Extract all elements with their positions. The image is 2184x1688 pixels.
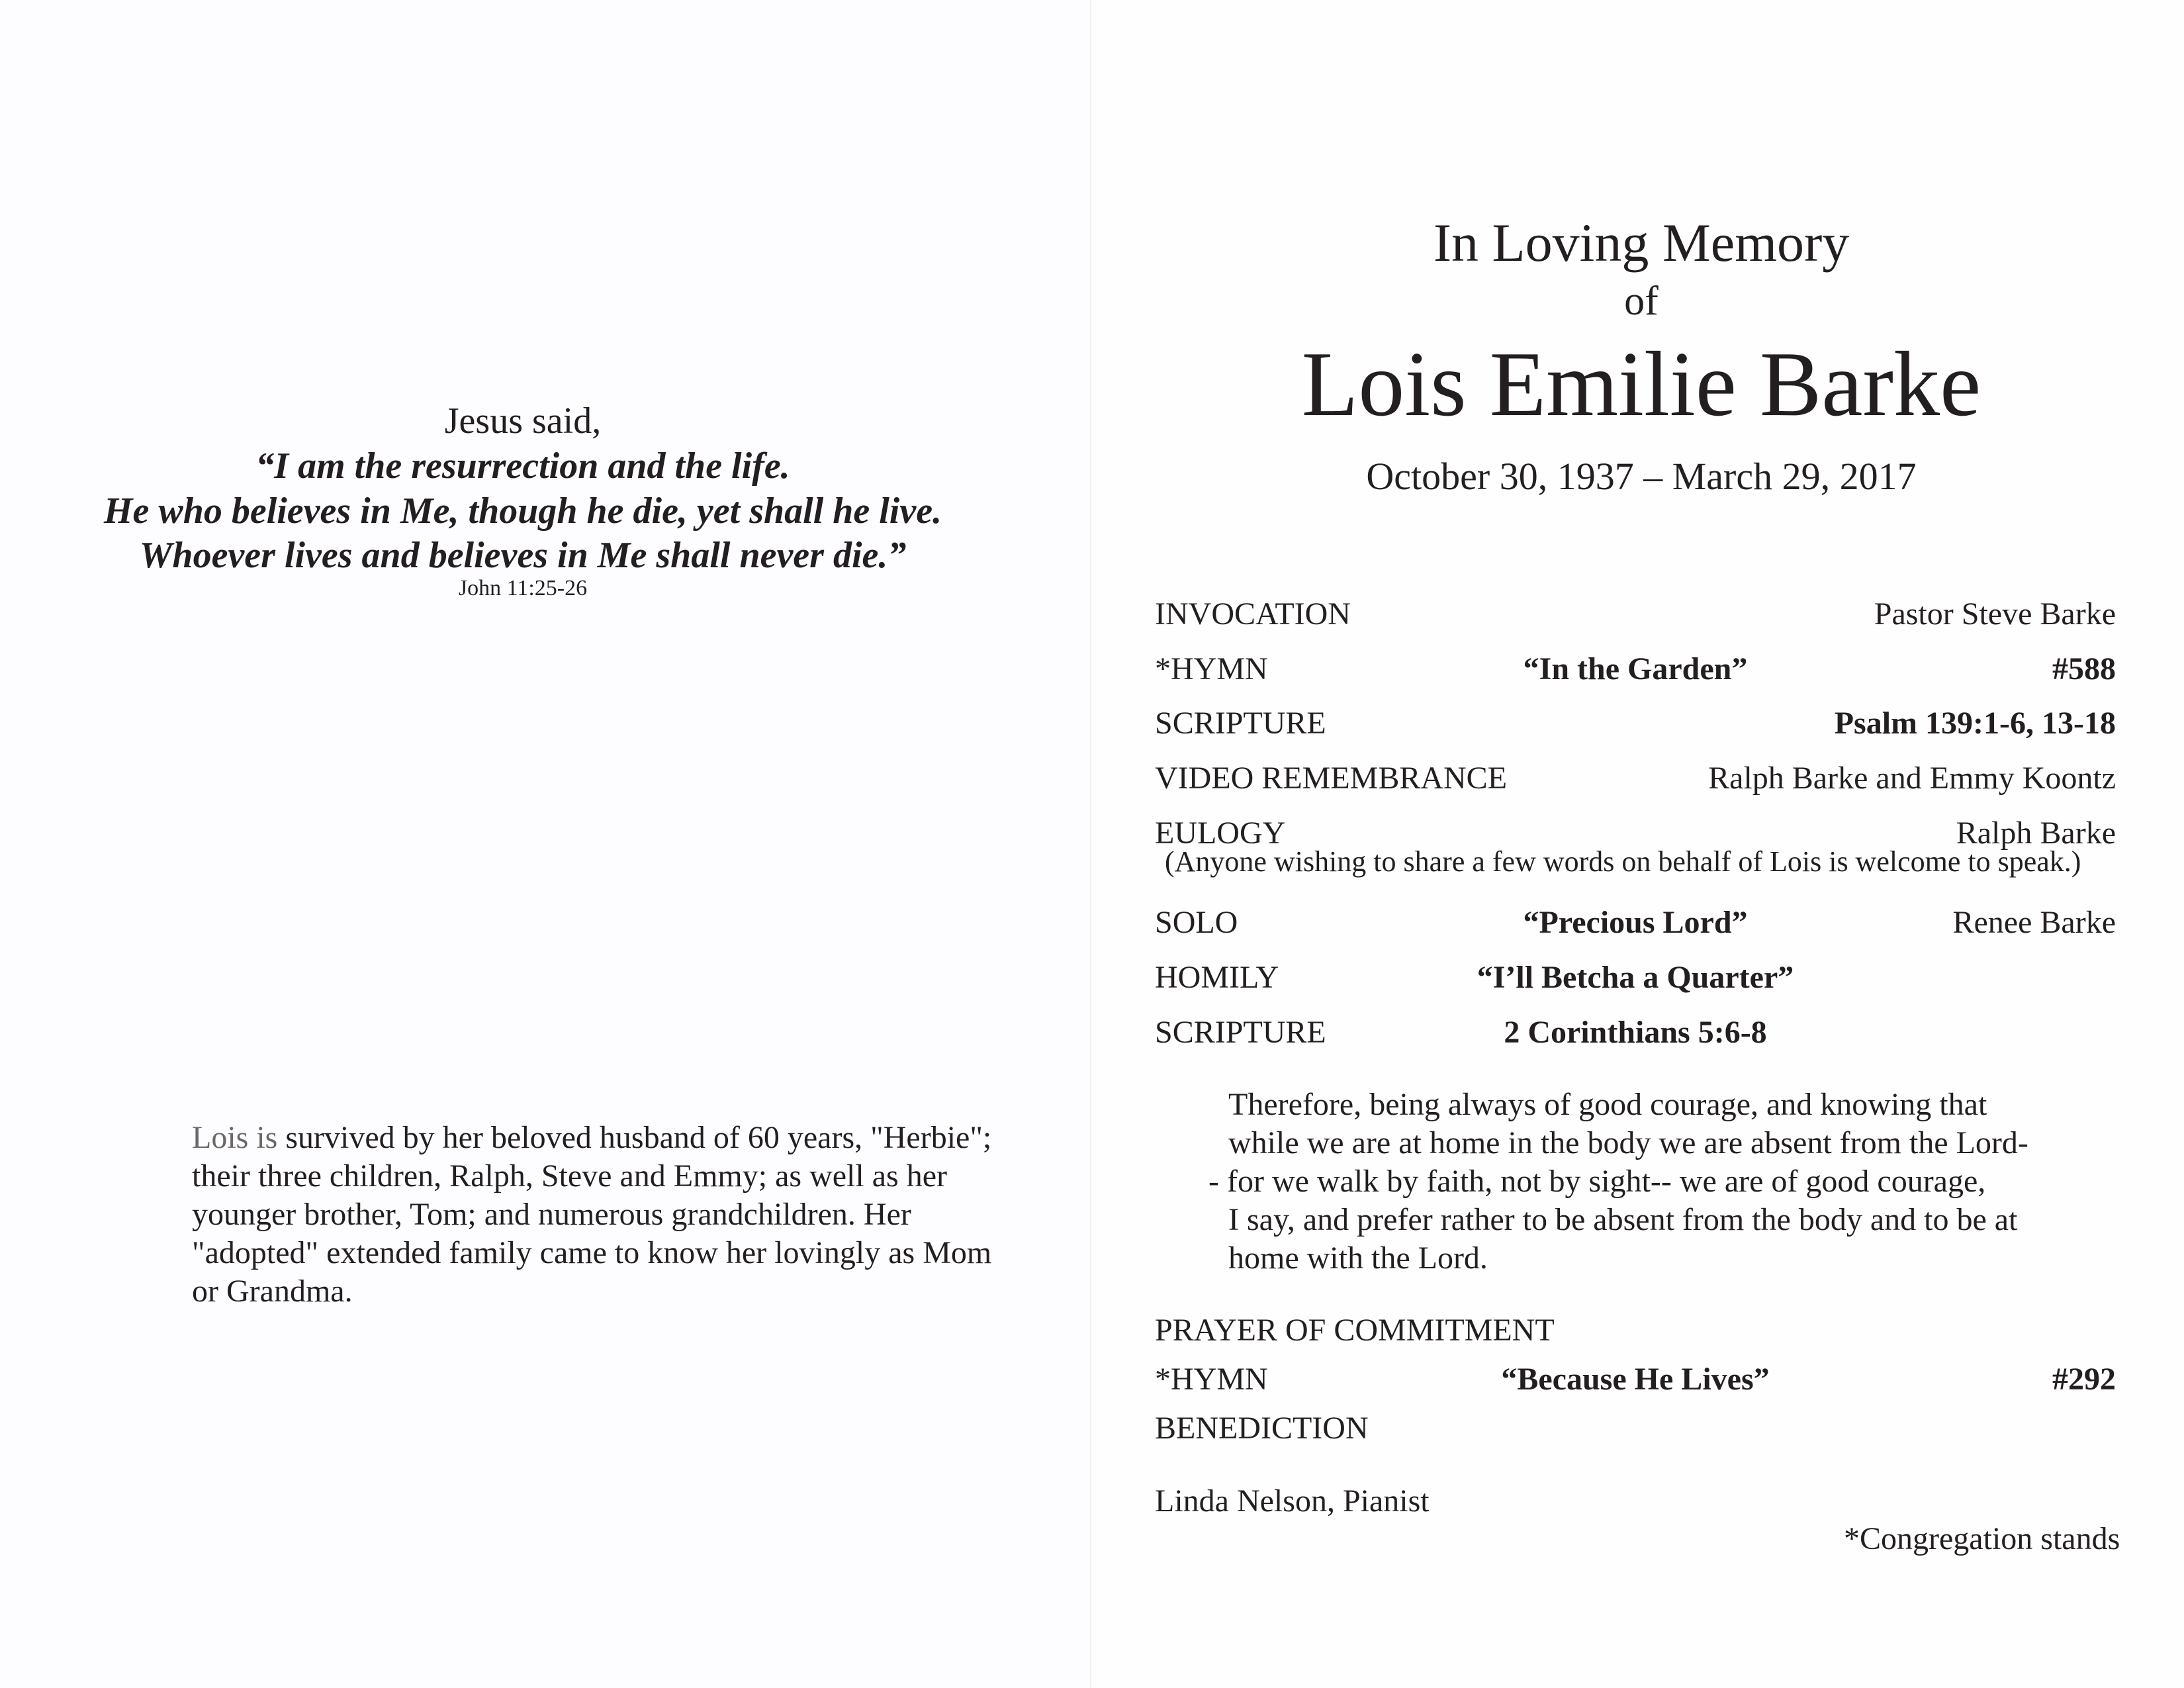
program-label: INVOCATION <box>1155 596 1351 632</box>
deceased-name: Lois Emilie Barke <box>1301 333 1981 436</box>
verse-line: He who believes in Me, though he die, yet shall he live. <box>103 491 942 532</box>
program-title: “Because He Lives” <box>1501 1362 1770 1397</box>
program-label: *HYMN <box>1155 651 1268 686</box>
program-label: VIDEO REMEMBRANCE <box>1155 761 1508 796</box>
scripture-line: home with the Lord. <box>1228 1241 1488 1276</box>
program-row-hymn-2 <box>1155 1361 2116 1405</box>
life-dates: October 30, 1937 – March 29, 2017 <box>1366 455 1917 498</box>
program-label: HOMILY <box>1155 960 1279 995</box>
obituary-subject: Lois is <box>192 1120 278 1155</box>
scripture-line: - for we walk by faith, not by sight-- we are of good courage, <box>1208 1164 1986 1199</box>
program-officiant: Pastor Steve Barke <box>1874 596 2116 632</box>
program-label: SCRIPTURE <box>1155 706 1326 741</box>
obituary-line: their three children, Ralph, Steve and Emmy; as well as her <box>192 1158 947 1194</box>
program-label: *HYMN <box>1155 1362 1268 1397</box>
eulogy-note: (Anyone wishing to share a few words on behalf of Lois is welcome to speak.) <box>1165 845 2081 878</box>
program-row-scripture-2 <box>1155 1014 2116 1058</box>
obituary-line <box>192 1119 1052 1157</box>
program-label: SOLO <box>1155 905 1238 940</box>
program-row-invocation <box>1155 596 2116 639</box>
scripture-passage <box>1208 1086 2069 1278</box>
page-fold <box>1090 0 1091 1688</box>
program-officiant: Renee Barke <box>1952 905 2116 940</box>
pianist-credit: Linda Nelson, Pianist <box>1155 1483 1430 1519</box>
congregation-note: *Congregation stands <box>1844 1521 2120 1556</box>
scripture-line: while we are at home in the body we are absent from the Lord- <box>1228 1125 2028 1160</box>
program-label: EULOGY <box>1155 816 1286 851</box>
obituary-paragraph <box>192 1119 1052 1311</box>
scripture-reference: Psalm 139:1-6, 13-18 <box>1834 706 2116 741</box>
hymn-number: #292 <box>2052 1362 2116 1397</box>
program-row-prayer <box>1155 1312 2116 1356</box>
program-row-homily <box>1155 959 2116 1003</box>
verse-intro: Jesus said, <box>444 400 602 442</box>
obituary-line: or Grandma. <box>192 1274 353 1309</box>
program-row-video <box>1155 760 2116 804</box>
memorial-of: of <box>1624 279 1659 324</box>
program-row-hymn <box>1155 651 2116 694</box>
verse-line: Whoever lives and believes in Me shall never die.” <box>139 535 907 576</box>
program-title: “Precious Lord” <box>1523 905 1748 940</box>
scripture-line: I say, and prefer rather to be absent from the body and to be at <box>1228 1202 2018 1237</box>
program-title: “I’ll Betcha a Quarter” <box>1477 960 1794 995</box>
left-panel <box>0 0 1091 1688</box>
verse-line: “I am the resurrection and the life. <box>255 445 790 487</box>
memorial-title: In Loving Memory <box>1433 212 1850 273</box>
obituary-line-text: survived by her beloved husband of 60 years, "Herbie"; <box>277 1120 992 1155</box>
obituary-line: younger brother, Tom; and numerous grandchildren. Her <box>192 1197 911 1232</box>
program-officiant: Ralph Barke <box>1956 816 2116 851</box>
obituary-line: "adopted" extended family came to know her lovingly as Mom <box>192 1235 992 1270</box>
program-row-benediction <box>1155 1410 2116 1454</box>
program-title: “In the Garden” <box>1523 651 1748 686</box>
program-row-scripture <box>1155 705 2116 749</box>
program-label: BENEDICTION <box>1155 1411 1369 1446</box>
program-label: SCRIPTURE <box>1155 1015 1326 1050</box>
hymn-number: #588 <box>2052 651 2116 686</box>
scripture-reference: 2 Corinthians 5:6-8 <box>1504 1015 1767 1050</box>
verse-citation: John 11:25-26 <box>458 576 588 600</box>
program-officiant: Ralph Barke and Emmy Koontz <box>1708 761 2116 796</box>
scripture-line: Therefore, being always of good courage, and knowing that <box>1228 1087 1987 1122</box>
program-label: PRAYER OF COMMITMENT <box>1155 1313 1555 1348</box>
program-row-solo <box>1155 904 2116 948</box>
